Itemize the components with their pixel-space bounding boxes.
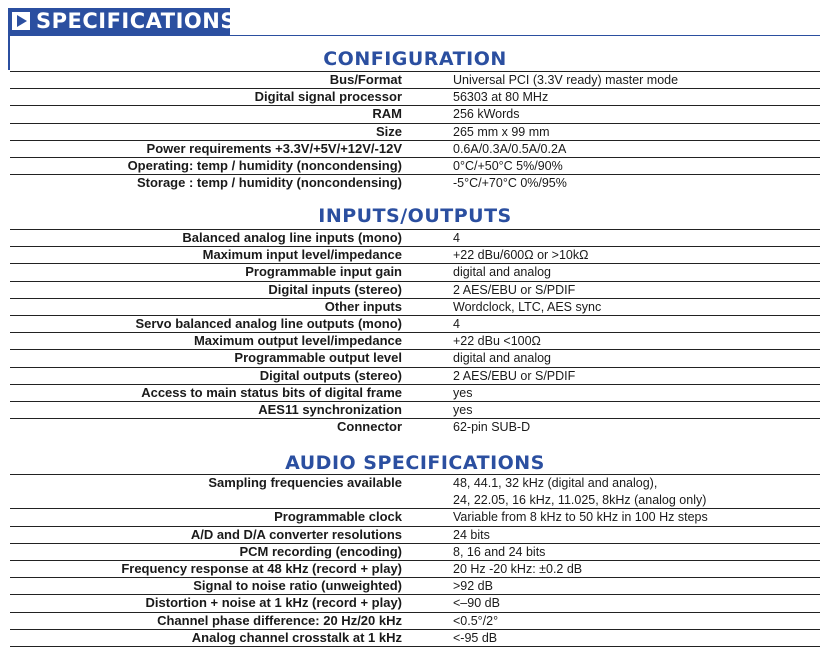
spec-value: +22 dBu <100Ω [453, 334, 541, 349]
spec-row [10, 612, 820, 629]
spec-label: Power requirements +3.3V/+5V/+12V/-12V [146, 140, 402, 156]
spec-row [10, 71, 820, 88]
spec-value: Universal PCI (3.3V ready) master mode [453, 73, 679, 87]
spec-value: 56303 at 80 MHz [453, 90, 549, 105]
spec-value: 0°C/+50°C 5%/90% [453, 158, 563, 173]
spec-value: <0.5°/2° [453, 613, 499, 628]
spec-value: 0.6A/0.3A/0.5A/0.2A [453, 141, 567, 156]
spec-value: yes [453, 402, 473, 417]
spec-value: 256 kWords [453, 107, 520, 122]
section-title: AUDIO SPECIFICATIONS [285, 452, 545, 474]
spec-row [10, 246, 820, 263]
banner-underline [230, 35, 820, 36]
spec-value: 8, 16 and 24 bits [453, 544, 546, 559]
spec-row [10, 474, 820, 508]
spec-label: Signal to noise ratio (unweighted) [193, 578, 402, 594]
spec-row [10, 332, 820, 349]
spec-value: yes [453, 385, 473, 400]
spec-label: Maximum input level/impedance [202, 247, 402, 263]
spec-row [10, 577, 820, 594]
table-bottom-rule [10, 646, 820, 647]
spec-label: Frequency response at 48 kHz (record + play) [121, 560, 402, 576]
spec-row [10, 629, 820, 646]
spec-row [10, 88, 820, 105]
spec-label: A/D and D/A converter resolutions [190, 526, 402, 542]
spec-value: 265 mm x 99 mm [453, 124, 550, 139]
spec-row [10, 560, 820, 577]
spec-value: Wordclock, LTC, AES sync [453, 299, 602, 314]
spec-row [10, 526, 820, 543]
spec-label: Maximum output level/impedance [193, 333, 402, 349]
spec-value: 48, 44.1, 32 kHz (digital and analog), [453, 476, 658, 490]
spec-row [10, 105, 820, 122]
spec-row [10, 418, 820, 435]
spec-label: Channel phase difference: 20 Hz/20 kHz [157, 612, 402, 628]
spec-value-continued: 24, 22.05, 16 kHz, 11.025, 8kHz (analog only) [453, 492, 707, 507]
spec-label: Connector [337, 419, 402, 435]
spec-value: 20 Hz -20 kHz: ±0.2 dB [453, 561, 583, 576]
section-title: CONFIGURATION [323, 48, 507, 70]
spec-value: 24 bits [453, 527, 490, 542]
spec-label: AES11 synchronization [258, 401, 402, 417]
spec-label: Programmable input gain [245, 264, 402, 280]
spec-value: 2 AES/EBU or S/PDIF [453, 368, 576, 383]
spec-row [10, 508, 820, 525]
spec-row [10, 401, 820, 418]
spec-row [10, 367, 820, 384]
spec-label: Digital signal processor [254, 89, 402, 105]
spec-label: Balanced analog line inputs (mono) [182, 230, 402, 245]
spec-value: <–90 dB [453, 596, 500, 611]
spec-table [10, 229, 820, 435]
play-triangle-icon [12, 12, 30, 30]
spec-label: Storage : temp / humidity (noncondensing) [136, 175, 402, 191]
spec-row [10, 157, 820, 174]
spec-label: Other inputs [324, 298, 402, 314]
spec-row [10, 543, 820, 560]
spec-row [10, 298, 820, 315]
spec-label: Bus/Format [329, 72, 402, 87]
spec-label: Digital outputs (stereo) [259, 367, 402, 383]
spec-row [10, 140, 820, 157]
spec-label: Programmable clock [274, 509, 402, 525]
spec-row [10, 174, 820, 191]
spec-value: 4 [453, 231, 460, 245]
section-title: INPUTS/OUTPUTS [318, 205, 512, 227]
specifications-banner [8, 8, 236, 36]
spec-row [10, 594, 820, 611]
spec-row [10, 384, 820, 401]
spec-value: >92 dB [453, 579, 493, 594]
spec-row [10, 123, 820, 140]
spec-value: +22 dBu/600Ω or >10kΩ [453, 248, 589, 263]
spec-label: Distortion + noise at 1 kHz (record + play) [145, 595, 402, 611]
spec-table [10, 474, 820, 647]
spec-value: -5°C/+70°C 0%/95% [453, 176, 567, 191]
page-title: SPECIFICATIONS [36, 9, 236, 33]
spec-row [10, 315, 820, 332]
spec-value: digital and analog [453, 351, 551, 366]
spec-table [10, 71, 820, 191]
spec-value: Variable from 8 kHz to 50 kHz in 100 Hz steps [453, 510, 708, 525]
spec-label: Size [375, 123, 402, 139]
spec-row [10, 263, 820, 280]
spec-value: digital and analog [453, 265, 551, 280]
spec-label: Access to main status bits of digital frame [141, 384, 402, 400]
spec-label: Operating: temp / humidity (noncondensing) [127, 157, 402, 173]
spec-row [10, 229, 820, 246]
spec-value: 62-pin SUB-D [453, 420, 531, 435]
spec-label: Sampling frequencies available [208, 475, 402, 490]
spec-row [10, 281, 820, 298]
spec-label: Servo balanced analog line outputs (mono) [135, 315, 402, 331]
spec-label: RAM [372, 106, 402, 122]
spec-label: PCM recording (encoding) [239, 543, 402, 559]
spec-value: <-95 dB [453, 630, 498, 645]
spec-label: Digital inputs (stereo) [268, 281, 402, 297]
spec-label: Programmable output level [234, 350, 402, 366]
spec-value: 2 AES/EBU or S/PDIF [453, 282, 576, 297]
spec-label: Analog channel crosstalk at 1 kHz [191, 629, 402, 645]
spec-value: 4 [453, 316, 460, 331]
spec-row [10, 349, 820, 366]
